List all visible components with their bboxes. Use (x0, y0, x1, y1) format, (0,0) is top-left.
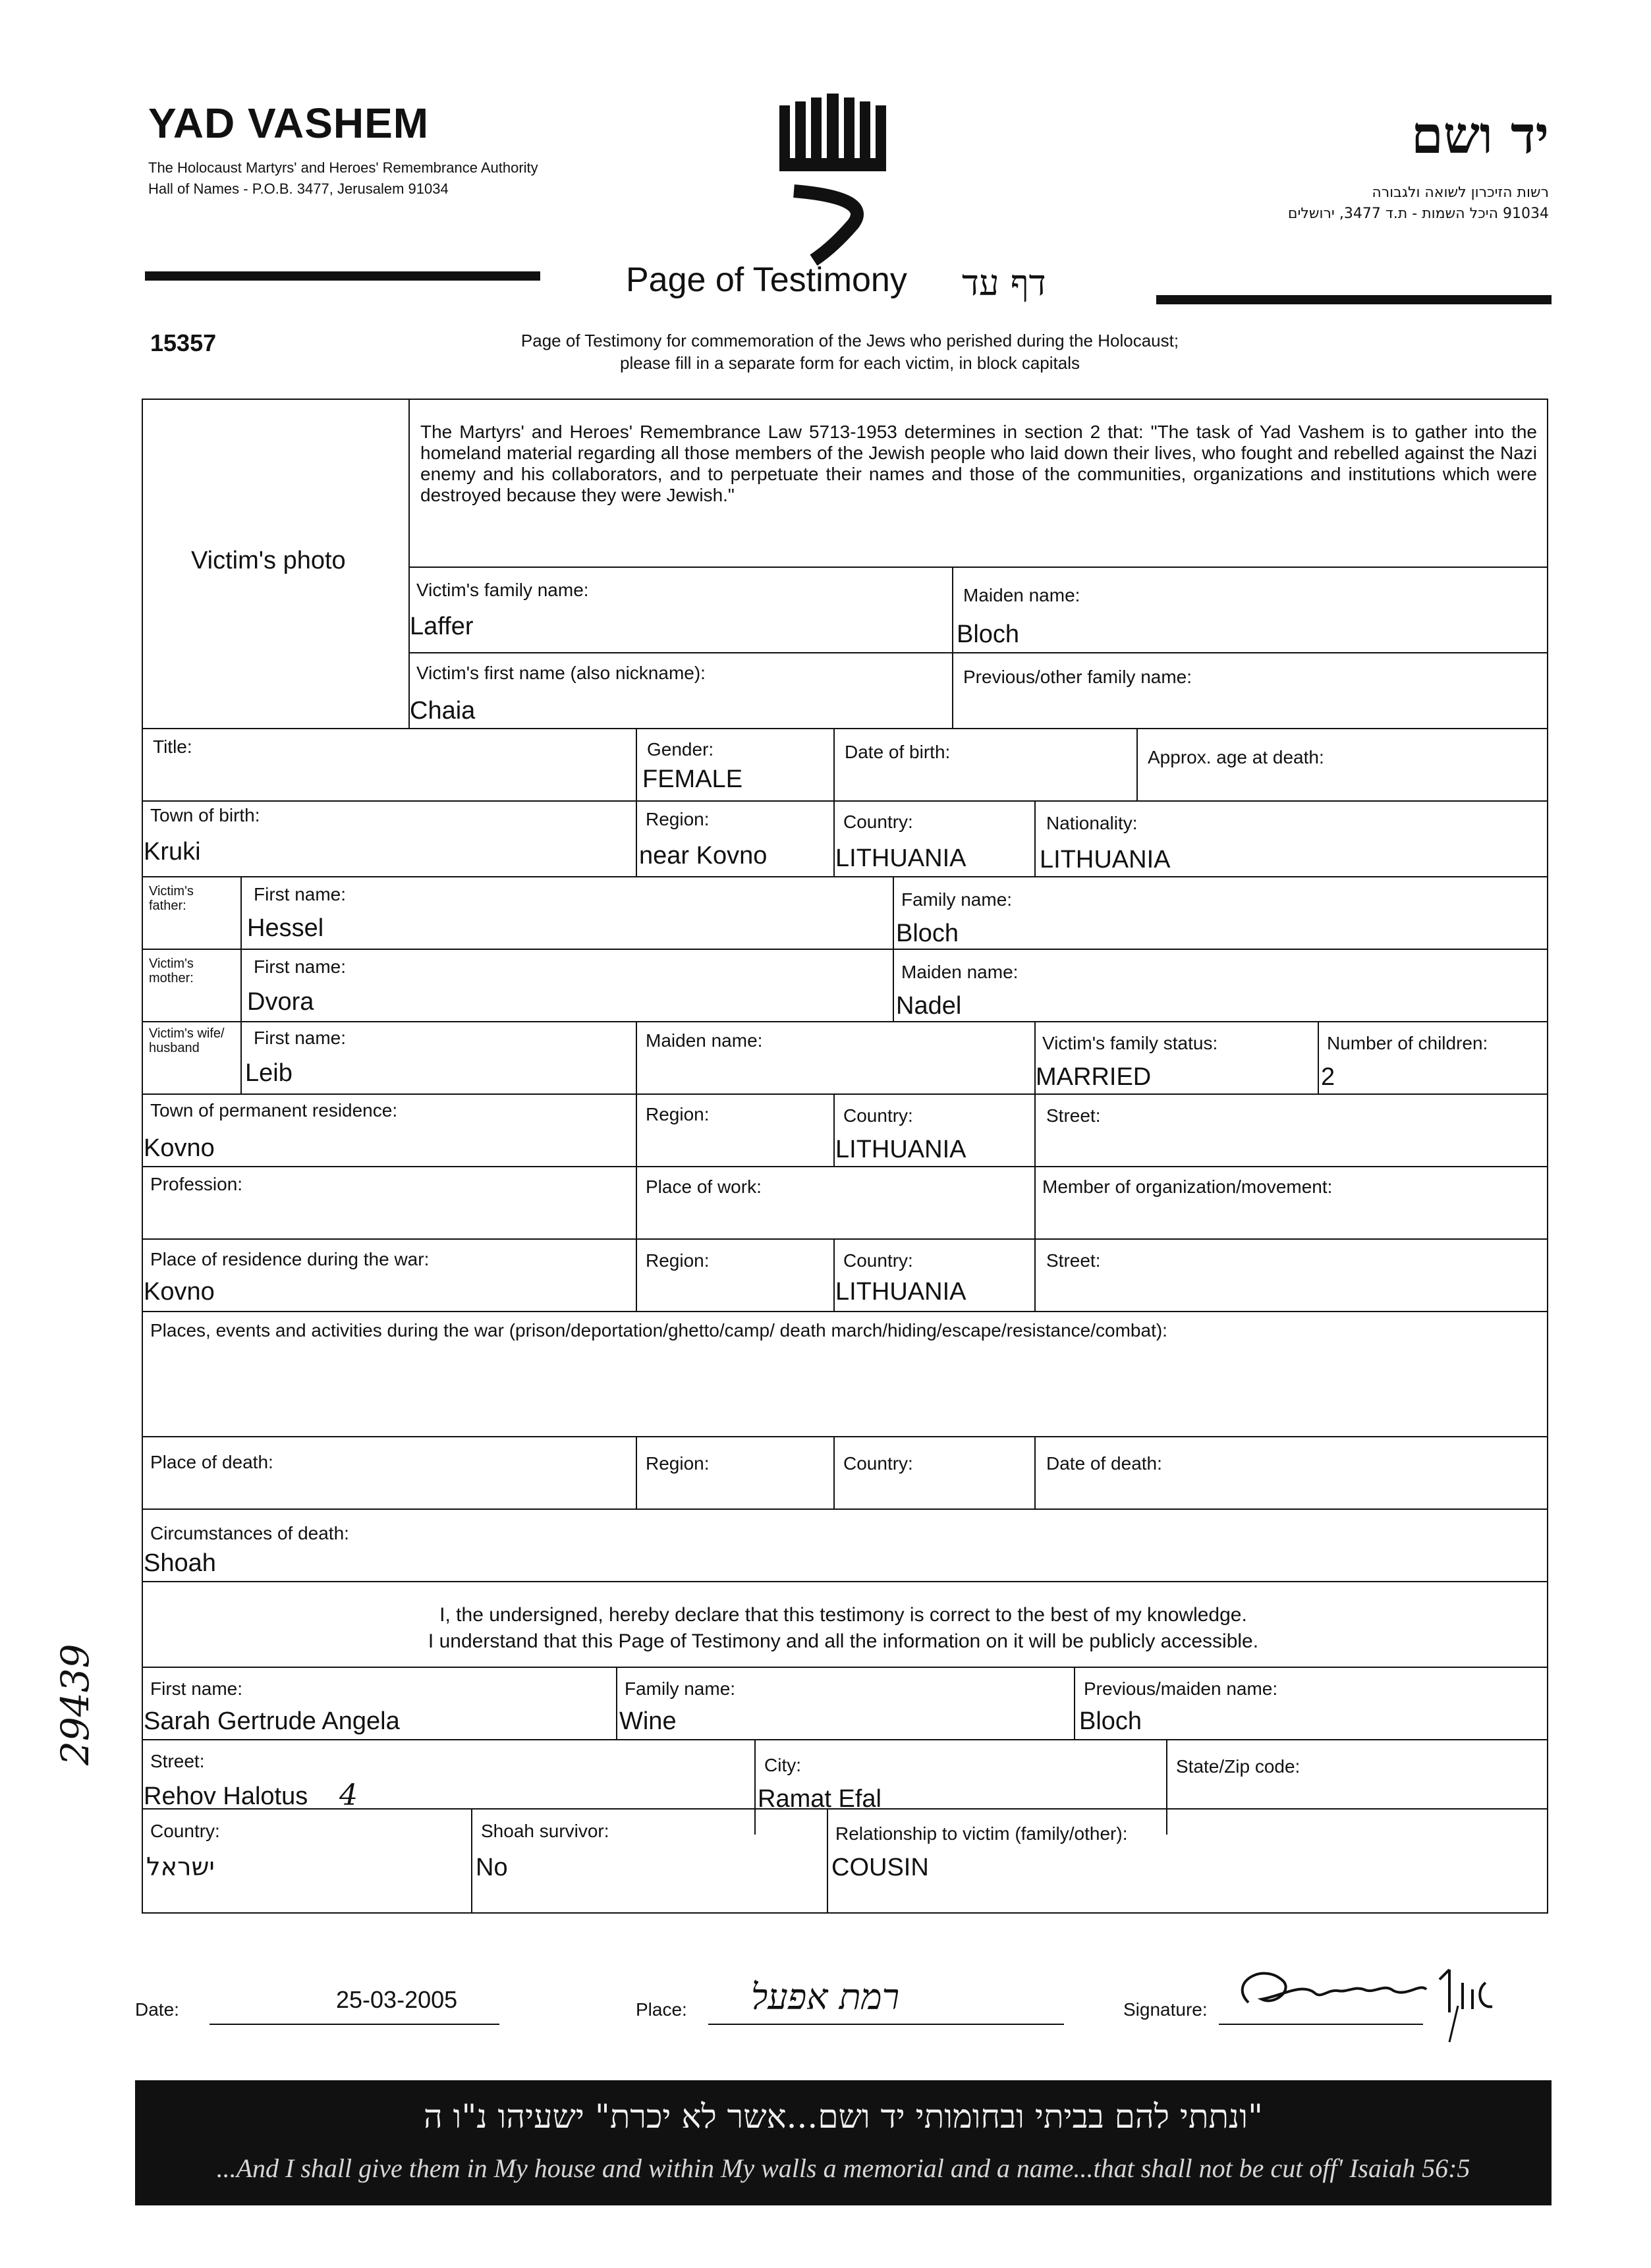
father-family-label: Family name: (901, 889, 1013, 910)
org-line1: The Holocaust Martyrs' and Heroes' Remembrance Authority (148, 159, 538, 176)
submitter-family-value[interactable]: Wine (619, 1707, 677, 1735)
margin-number: 29439 (53, 1644, 98, 1765)
death-circ-value[interactable]: Shoah (144, 1549, 216, 1577)
law-text: The Martyrs' and Heroes' Remembrance Law 5713-1953 determines in section 2 that: "The task of Yad Vashem is to gather into the homeland material regarding all those members of the Jewish people who laid down their lives, who fought and rebelled against the Nazi enemy and his collaborators, and to perpetuate their names and those of the communities, organizations and institutions which were destroyed because they were Jewish." (420, 422, 1537, 505)
submitter-state-label: State/Zip code: (1176, 1756, 1301, 1777)
shoah-survivor-value[interactable]: No (476, 1854, 508, 1881)
instructions (435, 329, 1265, 374)
org-name: YAD VASHEM (148, 99, 430, 147)
dob-label: Date of birth: (845, 742, 951, 762)
hebrew-line1: רשות הזיכרון לשואה ולגבורה (1372, 184, 1549, 201)
nationality-label: Nationality: (1046, 813, 1138, 833)
family-status-label: Victim's family status: (1042, 1033, 1218, 1053)
yad-vashem-logo-icon (774, 92, 893, 267)
submitter-street-value[interactable]: Rehov Halotus (144, 1783, 308, 1810)
footer-english-quote: ...And I shall give them in My house and within My walls a memorial and a name...that shall not be cut off' Isaiah 56:5 (216, 2153, 1470, 2183)
father-row-label: Victim's father: (149, 884, 194, 913)
submitter-family-label: Family name: (625, 1678, 736, 1699)
mother-row-label: Victim's mother: (149, 956, 194, 985)
town-residence-value[interactable]: Kovno (144, 1134, 215, 1162)
father-family-value[interactable]: Bloch (896, 920, 959, 947)
war-street-label: Street: (1046, 1250, 1101, 1271)
country-birth-value[interactable]: LITHUANIA (835, 844, 966, 872)
spouse-first-value[interactable]: Leib (245, 1059, 293, 1087)
prev-family-label: Previous/other family name: (963, 667, 1192, 687)
residence-region-label: Region: (646, 1104, 710, 1124)
spouse-first-label: First name: (254, 1028, 347, 1048)
mother-first-value[interactable]: Dvora (247, 988, 314, 1016)
gender-value[interactable]: FEMALE (642, 765, 743, 793)
place-value[interactable]: רמת אפעל (751, 1976, 900, 2018)
spouse-row-label: Victim's wife/ husband (149, 1026, 225, 1055)
death-circ-label: Circumstances of death: (150, 1523, 349, 1543)
relationship-value[interactable]: COUSIN (831, 1854, 929, 1881)
mother-maiden-label: Maiden name: (901, 962, 1019, 982)
submitter-country-label: Country: (150, 1821, 220, 1841)
victim-photo-label: Victim's photo (191, 547, 346, 574)
date-label: Date: (135, 1999, 179, 2020)
submitter-prev-value[interactable]: Bloch (1079, 1707, 1142, 1735)
war-residence-label: Place of residence during the war: (150, 1249, 430, 1269)
family-status-value[interactable]: MARRIED (1036, 1063, 1152, 1091)
residence-street-label: Street: (1046, 1105, 1101, 1126)
title-rule-left (145, 271, 540, 281)
father-first-value[interactable]: Hessel (247, 914, 324, 942)
death-country-label: Country: (843, 1453, 913, 1474)
signature-label: Signature: (1123, 1999, 1208, 2020)
gender-label: Gender: (647, 739, 714, 760)
declaration (171, 1602, 1515, 1655)
war-country-label: Country: (843, 1250, 913, 1271)
death-date-label: Date of death: (1046, 1453, 1162, 1474)
region-birth-label: Region: (646, 809, 710, 829)
shoah-survivor-label: Shoah survivor: (481, 1821, 609, 1841)
instructions-line1: Page of Testimony for commemoration of the Jews who perished during the Holocaust; (520, 331, 1179, 350)
hebrew-line2: 91034 היכל השמות - ת.ד 3477, ירושלים (1287, 206, 1549, 222)
war-country-value[interactable]: LITHUANIA (835, 1278, 966, 1306)
form-title: Page of Testimony (626, 261, 907, 299)
country-birth-label: Country: (843, 812, 913, 832)
town-birth-value[interactable]: Kruki (144, 838, 201, 866)
first-name-value[interactable]: Chaia (410, 697, 476, 725)
town-residence-label: Town of permanent residence: (150, 1100, 398, 1120)
children-value[interactable]: 2 (1321, 1063, 1335, 1091)
profession-label: Profession: (150, 1174, 243, 1194)
town-birth-label: Town of birth: (150, 805, 260, 825)
war-residence-value[interactable]: Kovno (144, 1278, 215, 1306)
submitter-street-label: Street: (150, 1751, 205, 1771)
title-rule-right (1156, 295, 1552, 304)
instructions-line2: please fill in a separate form for each victim, in block capitals (620, 353, 1080, 373)
region-birth-value[interactable]: near Kovno (639, 842, 768, 870)
signature-scribble-icon (1222, 1943, 1565, 2049)
relationship-label: Relationship to victim (family/other): (835, 1823, 1128, 1844)
org-line2: Hall of Names - P.O.B. 3477, Jerusalem 91034 (148, 180, 449, 197)
spouse-maiden-label: Maiden name: (646, 1030, 763, 1051)
submitter-city-label: City: (764, 1755, 801, 1775)
maiden-name-value[interactable]: Bloch (957, 621, 1020, 648)
place-label: Place: (636, 1999, 687, 2020)
mother-maiden-value[interactable]: Nadel (896, 992, 962, 1020)
form-number: 15357 (150, 329, 217, 356)
residence-country-label: Country: (843, 1105, 913, 1126)
declaration-line1: I, the undersigned, hereby declare that this testimony is correct to the best of my knowledge. (439, 1604, 1247, 1626)
date-value[interactable]: 25-03-2005 (336, 1986, 458, 2013)
mother-first-label: First name: (254, 956, 347, 977)
maiden-name-label: Maiden name: (963, 585, 1080, 605)
footer-quote-band (135, 2080, 1552, 2205)
declaration-line2: I understand that this Page of Testimony and all the information on it will be publicly accessible. (428, 1630, 1259, 1652)
member-org-label: Member of organization/movement: (1042, 1176, 1333, 1197)
submitter-first-value[interactable]: Sarah Gertrude Angela (144, 1707, 400, 1735)
first-name-label: Victim's first name (also nickname): (416, 663, 706, 683)
title-label: Title: (153, 736, 192, 757)
hebrew-org-name: יד ושם (1411, 105, 1549, 165)
submitter-prev-label: Previous/maiden name: (1084, 1678, 1278, 1699)
father-first-label: First name: (254, 884, 347, 904)
submitter-country-value[interactable]: ישראל (146, 1852, 215, 1881)
footer-hebrew-quote: "ונתתי להם בביתי ובחומותי יד ושם...אשר לא יכרת" ישעיהו נ"ו ה (423, 2097, 1264, 2136)
war-events-label: Places, events and activities during the war (prison/deportation/ghetto/camp/ death march/hiding/escape/resistance/combat): (150, 1320, 1167, 1341)
form-title-hebrew: דף עד (962, 262, 1046, 304)
children-label: Number of children: (1327, 1033, 1488, 1053)
war-region-label: Region: (646, 1250, 710, 1271)
submitter-street-number[interactable]: 4 (339, 1779, 358, 1812)
family-name-value[interactable]: Laffer (410, 613, 474, 640)
age-label: Approx. age at death: (1148, 747, 1324, 767)
family-name-label: Victim's family name: (416, 580, 589, 600)
death-place-label: Place of death: (150, 1452, 273, 1472)
submitter-first-label: First name: (150, 1678, 243, 1699)
residence-country-value[interactable]: LITHUANIA (835, 1136, 966, 1163)
submitter-city-value[interactable]: Ramat Efal (758, 1785, 881, 1813)
death-region-label: Region: (646, 1453, 710, 1474)
nationality-value[interactable]: LITHUANIA (1040, 846, 1171, 873)
place-of-work-label: Place of work: (646, 1176, 762, 1197)
